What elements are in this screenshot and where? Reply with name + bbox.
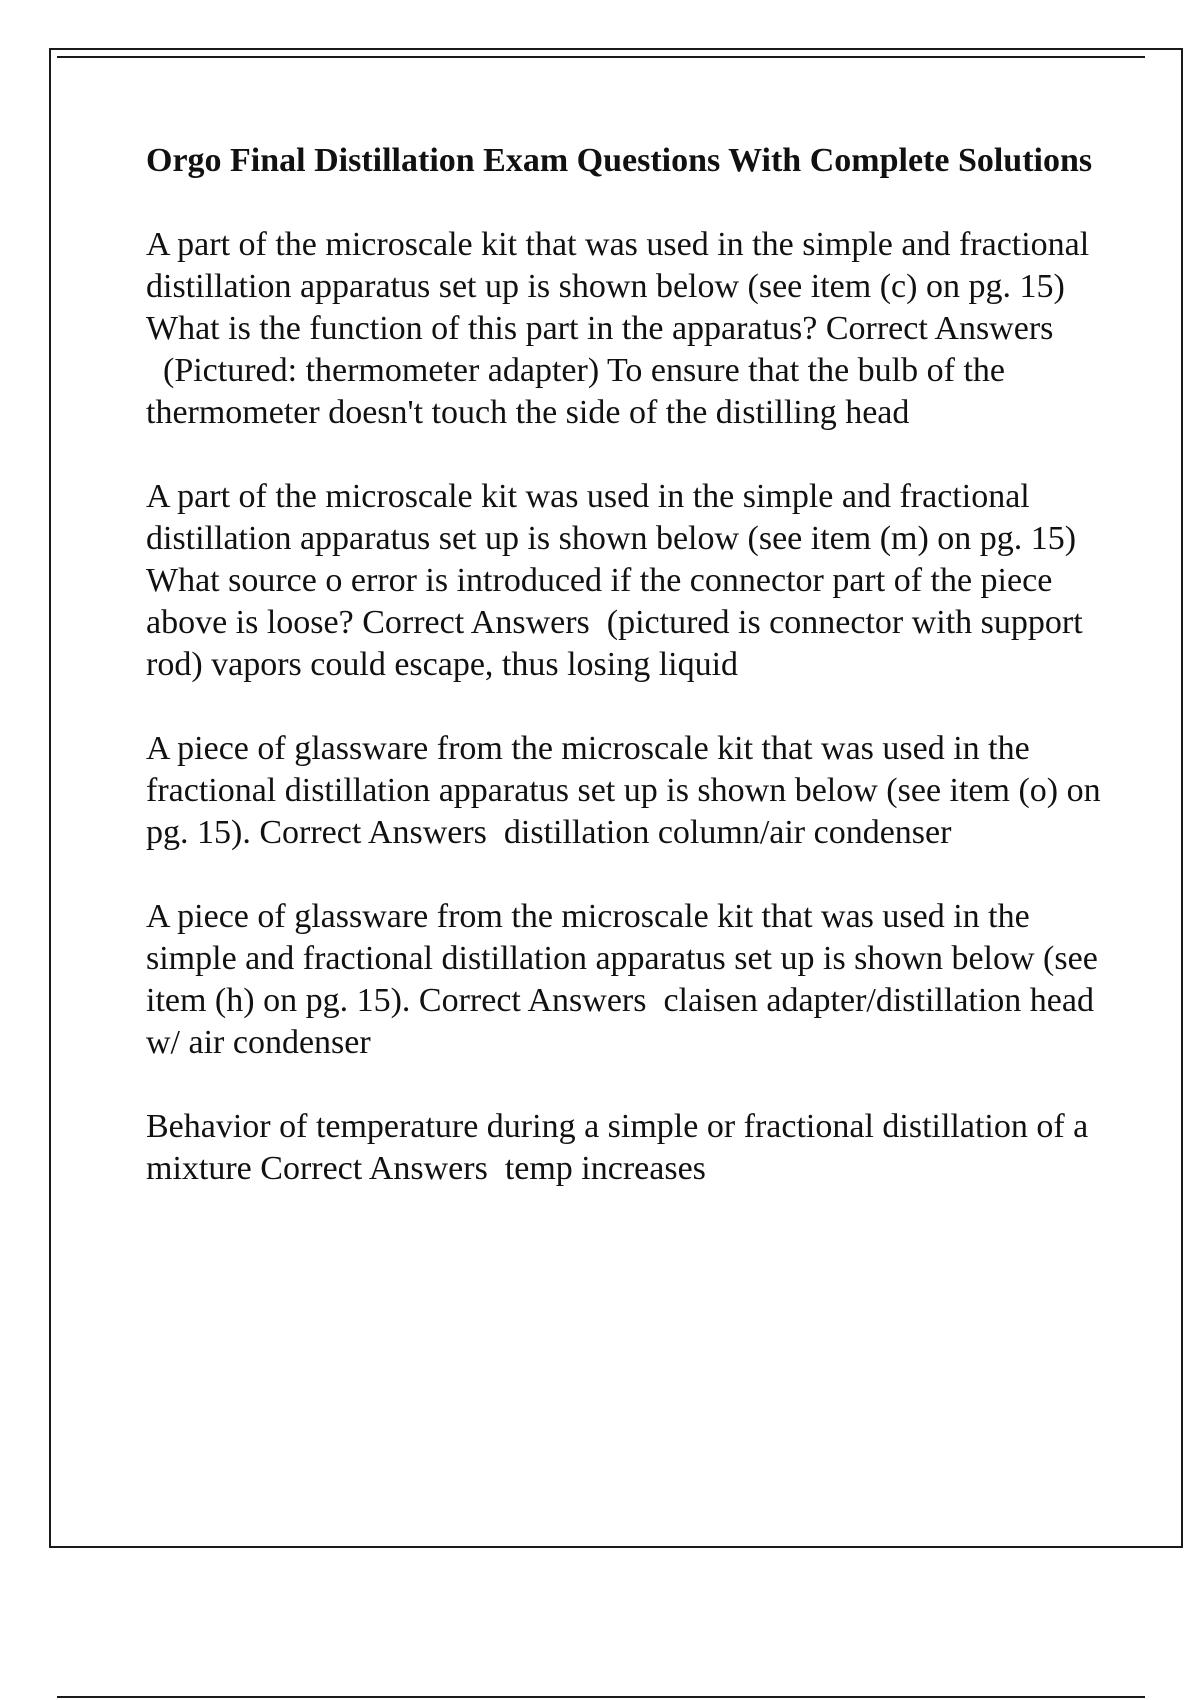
top-divider [57,56,1145,58]
answer-label: Correct Answers [418,982,647,1019]
bottom-divider [57,1696,1145,1698]
answer-text: temp increases [504,1150,706,1187]
answer-label: Correct Answers [825,310,1054,347]
qa-entry-5 [146,1106,1106,1190]
answer-text: (pictured is connector with support rod) vapors could escape, thus losing liquid [146,604,1083,683]
answer-label: Correct Answers [362,604,590,641]
document-title: Orgo Final Distillation Exam Questions With Complete Solutions [146,142,1093,179]
qa-entry-2 [146,476,1106,686]
question-text: A part of the microscale kit that was used in the simple and fractional distillation apparatus set up is shown below (see item (c) on pg. 15) What is the function of this part in the apparatus? [146,226,1090,347]
answer-label: Correct Answers [259,814,487,851]
answer-text: (Pictured: thermometer adapter) To ensure that the bulb of the thermometer doesn't touch the side of the distilling head [146,352,1005,431]
qa-entry-1 [146,224,1106,434]
answer-text: distillation column/air condenser [503,814,952,851]
question-text: Behavior of temperature during a simple or fractional distillation of a mixture [146,1108,1089,1187]
answer-label: Correct Answers [260,1150,488,1187]
question-text: A piece of glassware from the microscale kit that was used in the simple and fractional distillation apparatus set up is shown below (see item (h) on pg. 15). [146,898,1098,1019]
qa-entry-3 [146,728,1106,854]
document-body [146,140,1106,1232]
question-text: A piece of glassware from the microscale kit that was used in the fractional distillation apparatus set up is shown below (see item (o) on pg. 15). [146,730,1101,851]
answer-text: claisen adapter/distillation head w/ air condenser [146,982,1094,1061]
question-text: A part of the microscale kit was used in the simple and fractional distillation apparatus set up is shown below (see item (m) on pg. 15) What source o error is introduced if the connector part of the piece above is loose? [146,478,1077,641]
qa-entry-4 [146,896,1106,1064]
